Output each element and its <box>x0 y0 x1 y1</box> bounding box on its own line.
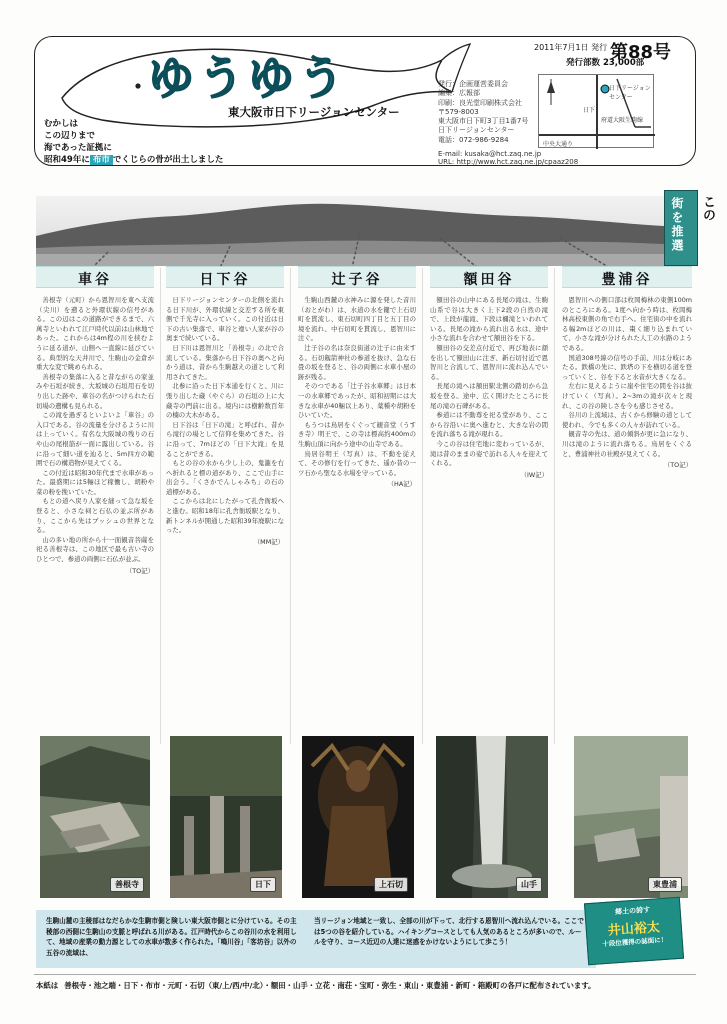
photo-image <box>170 736 282 898</box>
valley-heading <box>166 266 284 288</box>
valley-article <box>298 296 416 490</box>
valley-name: 日下谷 <box>199 272 251 288</box>
article-paragraph: 額田谷の山中にある長尾の滝は、生駒山系で谷は大きく上下2段の自然の滝で、上段が龍滝、下段は禰滝といわれている。長尾の滝から流れ出る水は、途中小さな流れを合わせて額田谷を下る。 <box>430 296 548 343</box>
lead-line: この辺りまで <box>44 131 96 141</box>
photo-caption: 日下 <box>250 877 276 892</box>
issue-date: 2011年7月1日 発行 <box>534 43 608 52</box>
photo-image <box>302 736 414 898</box>
lead-text-part: でくじらの骨が出土しました <box>112 155 224 165</box>
article-paragraph: 辻子谷の名は奈良街道の辻子に由来する。石切劔箭神社の参道を抜け、急な石畳の坂を登ると、谷の両側に水車小屋の跡が残る。 <box>298 343 416 381</box>
valley-name: 辻子谷 <box>331 272 383 288</box>
article-paragraph: 善根寺の集落に入ると昔ながらの家並みや石垣が続き、大坂城の石垣用石を切り出した跡や、車谷の名がつけられた石切場の遺構も見られる。 <box>36 372 154 410</box>
photo-kamiishikiri <box>302 736 414 898</box>
publisher-info: 発行：企画運営委員会 編集：広報部 印刷：良光堂印刷株式会社 〒579-8003 東大阪市日下町3丁目1番7号 日下リージョンセンター 電話：072-986-9284 <box>438 80 529 144</box>
theme-title: 街を推選 <box>670 197 684 253</box>
valley-name: 車谷 <box>78 272 112 288</box>
intro-text-right: 当リージョン地域と一致し、全部の川が下って、北行する恩智川へ流れ込んでいる。ここでは5つの谷を紹介している。ハイキングコースとしても人気のあるところが多いので、ルールを守り、コース近辺の人達に迷惑をかけないようにして歩こう！ <box>314 917 584 946</box>
website-url: URL: http://www.hct.zaq.ne.jp/cpaaz208 <box>438 158 579 166</box>
article-signature: （MM記） <box>253 537 284 546</box>
lead-line: 海であった証拠に <box>44 143 112 153</box>
article-signature: （TO記） <box>663 461 692 470</box>
article-paragraph: 生駒山西麓の水神みに源を発した音川（おとがわ）は、水道の水を鍵で上石切町を貫流し、東石切町四丁目と五丁目の境を流れ、中石切町を貫流し、恩智川に注ぐ。 <box>298 296 416 343</box>
valley-heading <box>562 266 692 288</box>
article-paragraph: 今この谷は住宅地に変わっているが、滝は昔のままの姿で訪れる人々を迎えてくれる。 <box>430 439 548 468</box>
map-label: 中央大通り <box>543 141 574 148</box>
photo-yamate <box>436 736 548 898</box>
lead-highlight: 布市 <box>90 155 113 165</box>
intro-box <box>36 910 596 968</box>
badge-line: 郷土の誇す <box>614 905 651 917</box>
article-paragraph: 鳥居谷明王（写真）は、不動を従えて、その修行を行ってきた、遥か昔の一ツ石から聖なる水場を守っている。 <box>298 449 416 477</box>
valley-column-zushidani <box>298 266 416 746</box>
map-label: 府道大阪生駒線 <box>601 117 644 124</box>
valley-article <box>36 296 154 576</box>
intro-text-left: 生駒山麓の主稜部はなだらかな生駒市側と険しい東大阪市側とに分けている。その主稜部の西側に生駒山の支脈と呼ばれる川がある。江戸時代からこの谷川の水を利用して、地域の産業の動力源としての水車が数多く作られた。「鳴川谷」「客坊谷」以外の五谷の流域は、 <box>46 917 297 957</box>
article-paragraph: 山の多い地の所から十一面観音菩薩を祀る善根寺は、この地区で最も古い寺のひとつで、参道の両側に石仏が並ぶ。 <box>36 535 154 564</box>
badge-name: 井山裕太 <box>607 920 661 939</box>
column-divider <box>290 268 291 744</box>
photo-image <box>574 736 688 898</box>
article-paragraph: もとの谷の水から少し上の、鬼瀧を右へ折れると標の道があり、ここで山手に出会う。「くさかでんしゃみち」の石の道標がある。 <box>166 459 284 496</box>
theme-prefix: この <box>700 195 715 221</box>
theme-banner <box>664 190 698 266</box>
lead-text <box>44 118 223 166</box>
valley-name: 豊浦谷 <box>601 272 653 288</box>
newsletter-title: ゆうゆう <box>148 51 348 105</box>
badge-line: 十段位獲得の誌面に！ <box>602 935 668 949</box>
article-paragraph: 善根寺（元町）から恩智川を東へ支流（尖川）を遡ると外環状線の信号がある。この辺はこの道路ができるまで、六萬寺といわれて江戸時代以前は山林地であった。これからは4m程の川を挟むように延る道が、山側へ一直線に延びている。典型的な天井川で、生駒山の金倉が重大な変で眺められる。 <box>36 296 154 372</box>
email: E-mail: kusaka@hct.zaq.ne.jp <box>438 150 542 158</box>
column-divider <box>554 268 555 744</box>
article-paragraph: 日下川は恩智川と「善根寺」の北で合流している。集落から日下谷の奥へと向かう道は、昔から生駒越えの道として利用されてきた。 <box>166 343 284 381</box>
article-paragraph: この付近は昭和30年代まで水車があった。最盛期には5輛ほど稼働し、胡粉や菜の粉を挽いていた。 <box>36 468 154 496</box>
photo-zenkonji <box>40 736 150 898</box>
article-paragraph: もとの道へ戻り人家を縫って急な坂を登ると、小さな祠と石仏の並ぶ所があり、ここから先はブッシュの世界となる。 <box>36 497 154 535</box>
article-signature: （HA記） <box>387 480 416 489</box>
valley-name: 額田谷 <box>463 272 515 288</box>
valley-heading <box>430 266 548 288</box>
circulation: 発行部数 23,000部 <box>566 58 645 68</box>
article-paragraph: 参道には不動尊を祀る堂があり、ここから谷沿いに奥へ進むと、大きな岩の間を流れ落ちる滝が現れる。 <box>430 411 548 439</box>
valley-column-kusakadani <box>166 266 284 746</box>
map-label: 日下 <box>583 107 596 114</box>
valley-heading <box>36 266 154 288</box>
article-paragraph: 北参に沿った日下本通を行くと、川に張り出した蔵（やぐら）の石垣の上に大蔵寺の門前に出る。境内には樹齢数百年の楠の大木がある。 <box>166 382 284 420</box>
photo-kusaka <box>170 736 282 898</box>
newsletter-subtitle: 東大阪市日下リージョンセンター <box>228 105 400 119</box>
distribution-areas <box>36 980 696 991</box>
article-paragraph: 長尾の滝へは額田駅北側の踏切から急坂を登る。途中、広く開けたところに長尾の滝の石碑がある。 <box>430 382 548 410</box>
valley-heading <box>298 266 416 288</box>
location-map <box>538 74 654 148</box>
divider <box>34 974 696 975</box>
lead-line: むかしは <box>44 119 79 129</box>
photo-higashitoyoura <box>574 736 688 898</box>
article-paragraph: 日下谷は「日下の滝」と呼ばれ、昔から滝行の場として信仰を集めてきた。谷に沿って、7mほどの「日下大滝」を見ることができる。 <box>166 420 284 458</box>
valley-article <box>166 296 284 547</box>
photo-image <box>40 736 150 898</box>
article-paragraph: 恩智川への側口部は枚岡梅林の東側100mのところにある。1度へ向かう時は、枚岡梅林高校東側の角で右手へ。住宅街の中を流れる幅2mほどの川は、棗く細り込まれていて、小さな滝が分けられた人工の水路のようである。 <box>562 296 692 352</box>
valley-column-kurumadani <box>36 266 154 746</box>
lead-text-part: 昭和49年に <box>44 155 90 165</box>
areas-label: 本紙は <box>36 981 59 990</box>
iyama-badge <box>584 897 684 966</box>
article-paragraph: そのつである「辻子谷水車郷」は日本一の水車郷であったが、昭和初期には大きな水車が40輛以上あり、薬種や胡粉をひいていた。 <box>298 382 416 420</box>
lead-line <box>44 154 223 166</box>
panorama-photo <box>36 196 664 266</box>
article-paragraph: もうつは鳥居をくぐって観音堂（うすき寺）明王で、この寺は標高約400mの生駒山頂に向かう途中の山寺である。 <box>298 420 416 448</box>
article-signature: （IW記） <box>520 470 548 479</box>
photo-caption: 山手 <box>516 877 542 892</box>
contact-urls <box>438 150 578 166</box>
valley-article <box>562 296 692 471</box>
article-paragraph: 観音寺の先は、道の傾斜が更に急になり、川は滝のように流れ落ちる。鳥居をくぐると、豊浦神社の社殿が見えてくる。 <box>562 430 692 458</box>
photo-caption: 上石切 <box>374 877 408 892</box>
photo-caption: 東豊浦 <box>648 877 682 892</box>
article-paragraph: ここからは北にしたがって孔舎衙坂へと進む。昭和18年に孔舎衙坂駅となり、新トンネルが開通した昭和39年廃駅になった。 <box>166 497 284 535</box>
valley-column-toyouradani <box>562 266 692 746</box>
article-signature: （TO記） <box>125 566 154 575</box>
column-divider <box>160 268 161 744</box>
valley-article <box>430 296 548 480</box>
article-paragraph: この滝を過ぎるといよいよ「車谷」の入口である。谷の流量を分けるように川は上っていく。有名な大阪城の残りの石や山の尾根筋が一面に露出している。谷に沿って細い道を辿ると、5m四方の範囲で石の構造物が見えてくる。 <box>36 411 154 468</box>
issue-number: 第88号 <box>610 42 672 63</box>
photo-image <box>436 736 548 898</box>
map-label: 日下リージョンセンター <box>609 85 651 101</box>
column-divider <box>422 268 423 744</box>
article-paragraph: 谷川の上流域は、古くから修験の道として使われ、今でも多くの人々が訪れている。 <box>562 411 692 429</box>
areas-list: 善根寺・池之端・日下・布市・元町・石切（東/上/西/中/北）・額田・山手・立花・南荘・宝町・弥生・東山・東豊浦・新町・箱殿町の各戸に配布されています。 <box>64 981 596 990</box>
article-paragraph: 国道308号線の信号の手前、川は分岐にあたる。鉄橋の先に、鉄塔の下を横切る道を登っていくと、谷を下ると水音が大きくなる。 <box>562 353 692 381</box>
article-paragraph: 日下リージョンセンターの北側を流れる日下川が、外環状線と交差する所を東側で千光寺に入っていく。この付近は日下の古い集落で、車谷と違い人家が谷の奥まで続いている。 <box>166 296 284 343</box>
photo-caption: 善根寺 <box>110 877 144 892</box>
article-paragraph: 左右に見えるように崖や住宅の間を谷は抜けていく（写真）。2~3mの滝が次々と現れ、この谷の険しさを今も感じさせる。 <box>562 382 692 410</box>
valley-column-nukatadani <box>430 266 548 746</box>
article-paragraph: 額田谷の交差点付近で、再び地表に顔を出して額田山に注ぎ、新石切付近で恩智川と合流して、恩智川に流れ込んでいる。 <box>430 343 548 381</box>
